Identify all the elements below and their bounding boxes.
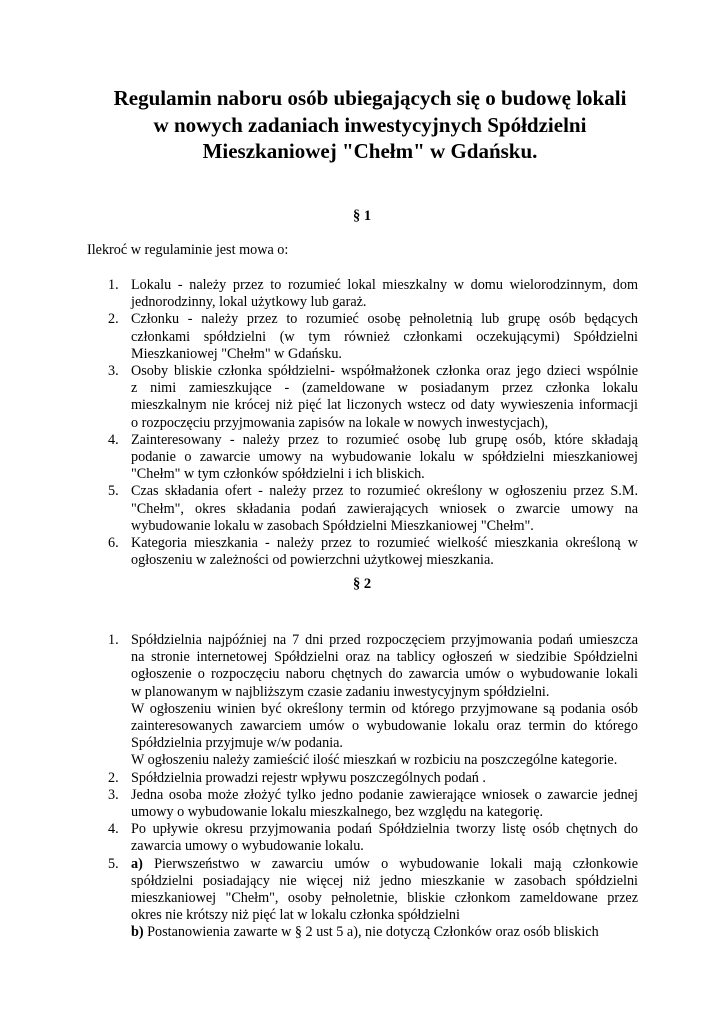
list-item-number: 2. xyxy=(108,311,119,328)
text-line: spółdzielni posiadający nie więcej niż jedno mieszkanie w zasobach spółdzielni xyxy=(131,872,638,889)
list-item xyxy=(108,632,638,770)
text-line: podanie o zawarcie umowy na wybudowanie lokalu w spółdzielni mieszkaniowej xyxy=(131,449,638,466)
title-line-3: Mieszkaniowej "Chełm" w Gdańsku. xyxy=(202,139,538,163)
text-line: na stronie internetowej Spółdzielni oraz na tablicy ogłoszeń w siedzibie Spółdzielni xyxy=(131,649,638,666)
text-line: Lokalu - należy przez to rozumieć lokal mieszkalny w domu wielorodzinnym, dom xyxy=(131,277,638,293)
text-line: wybudowanie lokalu w zasobach Spółdzielni Mieszkaniowej "Chełm". xyxy=(131,517,534,534)
text-line: mieszkalnym nie krócej niż pięć lat liczonych wstecz od daty wywieszenia informacji xyxy=(131,397,638,414)
list-item xyxy=(108,535,638,569)
list-item-number: 6. xyxy=(108,535,119,552)
text-line: o rozpoczęciu przyjmowania zapisów na lokale w nowych inwestycjach), xyxy=(131,414,549,431)
section-2-heading: § 2 xyxy=(352,576,372,592)
text-line: Po upływie okresu przyjmowania podań Spółdzielnia tworzy listę osób chętnych do xyxy=(131,821,638,838)
text-line: okres nie krótszy niż pięć lat w lokalu członka spółdzielni xyxy=(131,907,460,924)
text-line: Osoby bliskie członka spółdzielni- współmałżonek członka oraz jego dzieci wspólnie xyxy=(131,363,638,380)
section-2-list xyxy=(108,632,638,942)
list-item xyxy=(108,483,638,535)
section-1-intro: Ilekroć w regulaminie jest mowa o: xyxy=(87,242,289,258)
text-line: "Chełm" w tym członków spółdzielni i ich bliskich. xyxy=(131,466,425,483)
text-line: W ogłoszeniu winien być określony termin od którego przyjmowane są podania osób xyxy=(131,700,638,717)
text-line-content: Pierwszeństwo w zawarciu umów o wybudowanie lokali mają członkowie xyxy=(154,855,639,872)
list-item-number: 1. xyxy=(108,632,119,648)
list-item-number: 5. xyxy=(108,483,119,500)
text-line: Członku - należy przez to rozumieć osobę pełnoletnią lub grupę osób będących xyxy=(131,311,638,328)
list-item-number: 1. xyxy=(108,277,119,293)
section-1-list xyxy=(108,277,638,569)
text-line: z nimi zamieszkujące - (zameldowane w posiadanym przez członka lokalu xyxy=(131,380,638,397)
list-item-number: 5. xyxy=(108,855,119,872)
list-item-number: 3. xyxy=(108,363,119,380)
text-line: Czas składania ofert - należy przez to rozumieć określony w ogłoszeniu przez S.M. xyxy=(131,483,638,500)
list-item-number: 3. xyxy=(108,786,119,803)
text-line: Jedna osoba może złożyć tylko jedno podanie zawierające wniosek o zawarcie jednej xyxy=(131,786,638,803)
text-line: Spółdzielnia najpóźniej na 7 dni przed rozpoczęciem przyjmowania podań umieszcza xyxy=(131,632,638,648)
subpoint-marker: b) xyxy=(131,924,144,941)
list-item xyxy=(108,787,638,821)
text-line: zainteresowanych zawarciem umów o wybudowanie lokalu oraz termin do którego xyxy=(131,718,638,735)
list-item xyxy=(108,311,638,363)
list-item xyxy=(108,856,638,942)
text-line: "Chełm", okres składania podań zawierających wniosek o zwarcie umowy na xyxy=(131,500,638,517)
text-line: zawarcia umowy o wybudowanie lokalu. xyxy=(131,838,364,855)
list-item-number: 4. xyxy=(108,821,119,838)
list-item xyxy=(108,821,638,855)
list-item xyxy=(108,363,638,432)
text-line: w planowanym w najbliższym czasie zadaniu inwestycyjnym spółdzielni. xyxy=(131,683,550,700)
title-line-2: w nowych zadaniach inwestycyjnych Spółdzielni xyxy=(153,112,587,137)
document-title xyxy=(90,85,650,165)
text-line: Spółdzielnia prowadzi rejestr wpływu poszczególnych podań . xyxy=(131,769,486,786)
text-line: Spółdzielnia przyjmuje w/w podania. xyxy=(131,735,343,752)
list-item xyxy=(108,432,638,484)
text-line xyxy=(131,924,638,941)
list-item xyxy=(108,770,638,787)
text-line: ogłoszeniu w zależności od powierzchni użytkowej mieszkania. xyxy=(131,552,494,569)
text-line: Kategoria mieszkania - należy przez to rozumieć wielkość mieszkania określoną w xyxy=(131,535,638,552)
list-item-number: 2. xyxy=(108,769,119,786)
text-line: Zainteresowany - należy przez to rozumieć osobę lub grupę osób, które składają xyxy=(131,431,638,448)
text-line: Mieszkaniowej "Chełm" w Gdańsku. xyxy=(131,345,342,362)
text-line: jednorodzinny, lokal użytkowy lub garaż. xyxy=(131,294,367,311)
list-item-number: 4. xyxy=(108,431,119,448)
text-line: ogłoszenie o rozpoczęciu naboru chętnych do zawarcia umów o wybudowanie lokali xyxy=(131,666,638,683)
text-line: W ogłoszeniu należy zamieścić ilość mieszkań w rozbiciu na poszczególne kategorie. xyxy=(131,752,618,769)
text-line: mieszkaniowej "Chełm", osoby pełnoletnie, bliskie członkom zameldowane przez xyxy=(131,890,638,907)
text-line-content: Postanowienia zawarte w § 2 ust 5 a), nie dotyczą Członków oraz osób bliskich xyxy=(147,924,599,941)
subpoint-marker: a) xyxy=(131,855,143,872)
text-line xyxy=(131,856,638,873)
list-item xyxy=(108,277,638,311)
title-line-1: Regulamin naboru osób ubiegających się o budowę lokali xyxy=(113,86,627,110)
section-1-heading: § 1 xyxy=(352,208,372,224)
text-line: umowy o wybudowanie lokalu mieszkalnego, bez względu na kategorię. xyxy=(131,804,544,821)
text-line: członkami spółdzielni (w tym również członkami oczekującymi) Spółdzielni xyxy=(131,328,638,345)
